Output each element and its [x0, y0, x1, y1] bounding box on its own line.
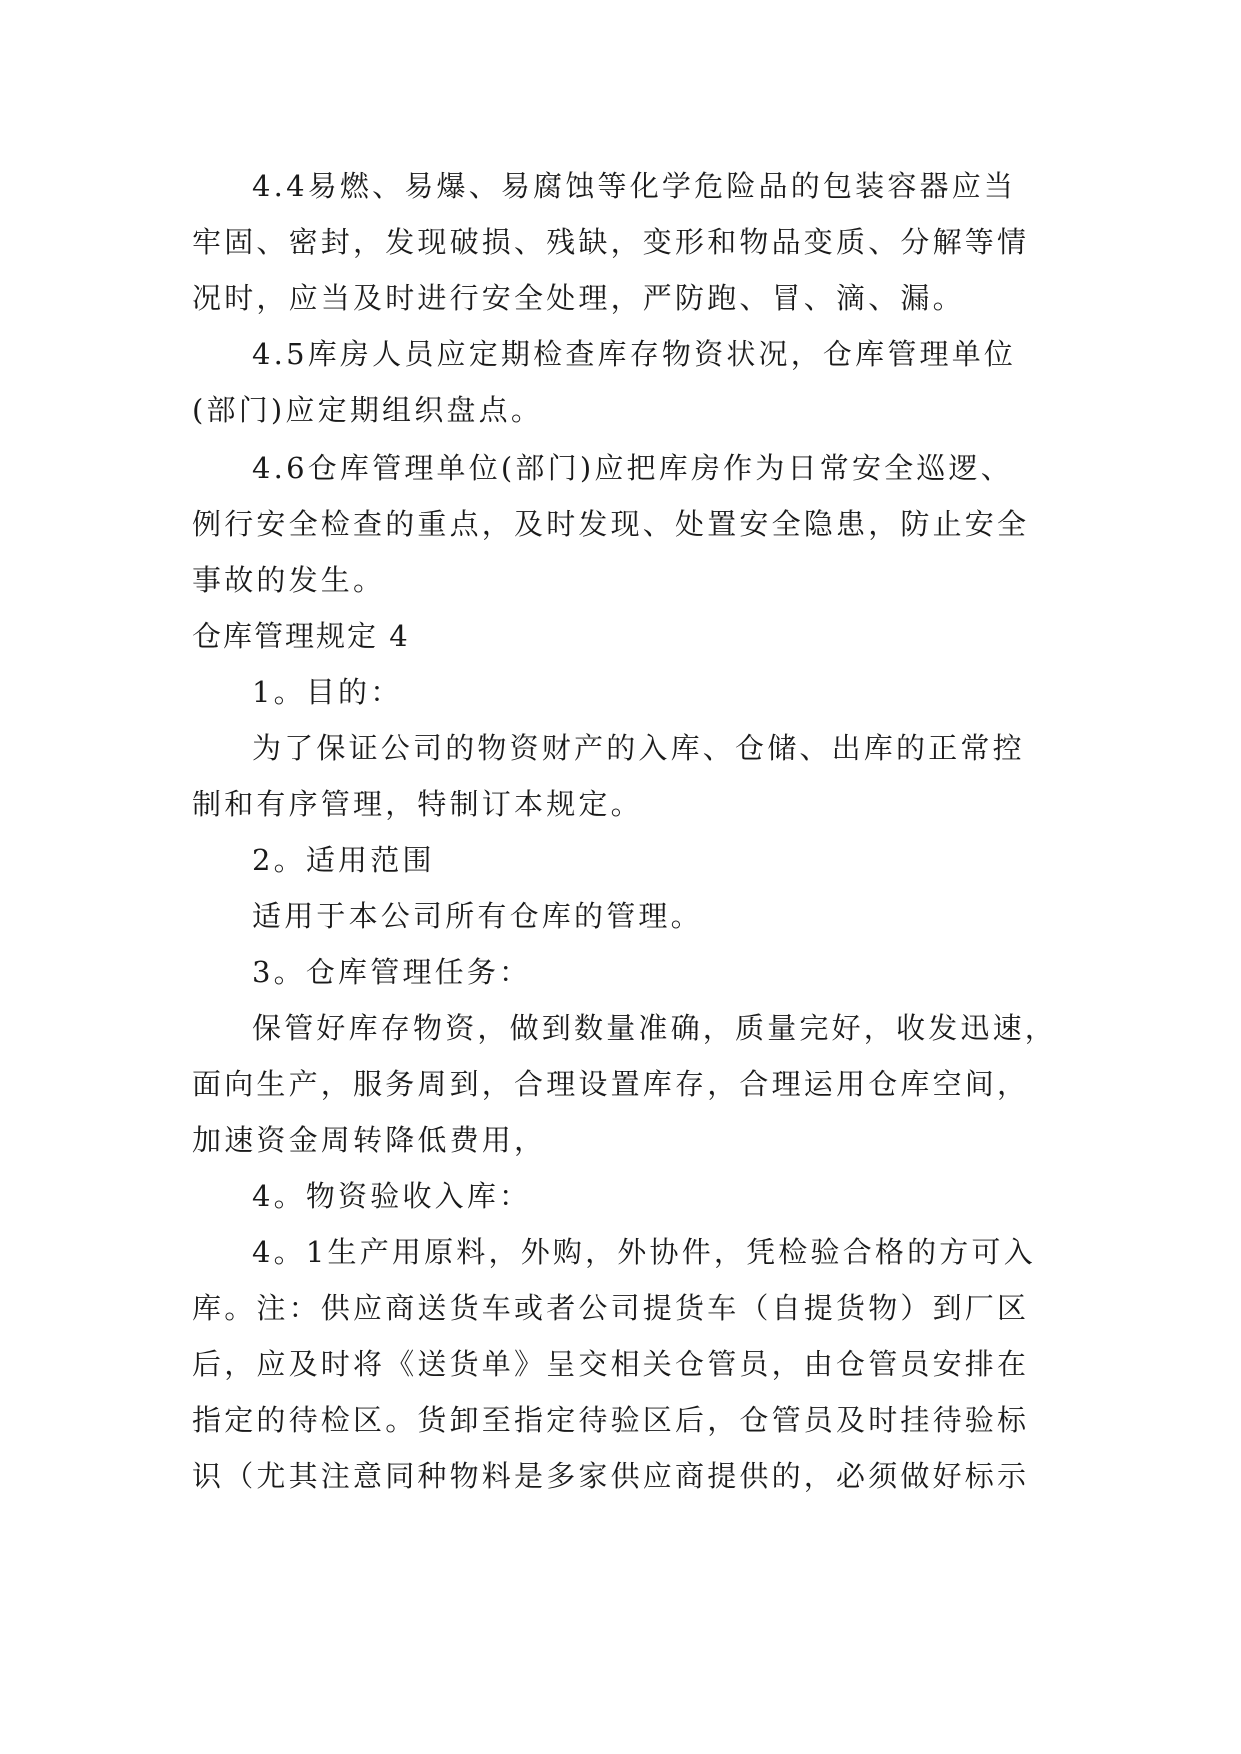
purpose-line-2: 制和有序管理，特制订本规定。 [192, 787, 643, 821]
paragraph-4-1-line-2: 库。注：供应商送货车或者公司提货车（自提货物）到厂区 [192, 1291, 1030, 1325]
tasks-line-1: 保管好库存物资，做到数量准确，质量完好，收发迅速， [252, 1011, 1058, 1045]
item-2-heading: 2。适用范围 [252, 843, 435, 877]
paragraph-4-4-line-2: 牢固、密封，发现破损、残缺，变形和物品变质、分解等情 [192, 225, 1030, 259]
paragraph-4-6-line-2: 例行安全检查的重点，及时发现、处置安全隐患，防止安全 [192, 507, 1030, 541]
paragraph-4-1-line-4: 指定的待检区。货卸至指定待验区后，仓管员及时挂待验标 [192, 1403, 1030, 1437]
item-1-heading: 1。目的： [252, 675, 403, 709]
tasks-line-3: 加速资金周转降低费用， [192, 1123, 547, 1157]
section-title: 仓库管理规定 4 [192, 619, 410, 653]
paragraph-4-1-line-1: 4。1生产用原料，外购，外协件，凭检验合格的方可入 [252, 1235, 1036, 1269]
paragraph-4-1-line-5: 识（尤其注意同种物料是多家供应商提供的，必须做好标示 [192, 1459, 1030, 1493]
paragraph-4-6-line-1: 4.6仓库管理单位(部门)应把库房作为日常安全巡逻、 [252, 451, 1013, 485]
paragraph-4-5-line-1: 4.5库房人员应定期检查库存物资状况，仓库管理单位 [252, 337, 1017, 371]
tasks-line-2: 面向生产，服务周到，合理设置库存，合理运用仓库空间， [192, 1067, 1030, 1101]
paragraph-4-6-line-3: 事故的发生。 [192, 563, 386, 597]
purpose-line-1: 为了保证公司的物资财产的入库、仓储、出库的正常控 [252, 731, 1025, 765]
item-4-heading: 4。物资验收入库： [252, 1179, 532, 1213]
paragraph-4-5-line-2: (部门)应定期组织盘点。 [192, 393, 544, 427]
paragraph-4-1-line-3: 后，应及时将《送货单》呈交相关仓管员，由仓管员安排在 [192, 1347, 1030, 1381]
paragraph-4-4-line-3: 况时，应当及时进行安全处理，严防跑、冒、滴、漏。 [192, 281, 965, 315]
scope-line: 适用于本公司所有仓库的管理。 [252, 899, 703, 933]
item-3-heading: 3。仓库管理任务： [252, 955, 532, 989]
paragraph-4-4-line-1: 4.4易燃、易爆、易腐蚀等化学危险品的包装容器应当 [252, 169, 1017, 203]
